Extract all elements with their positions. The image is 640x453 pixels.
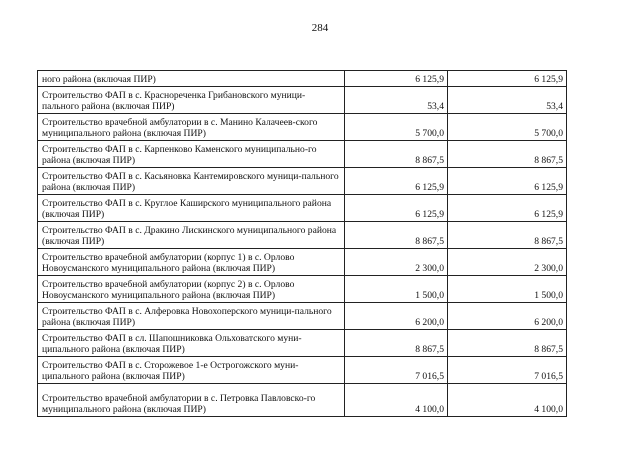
table-row bbox=[38, 276, 567, 303]
row-value-1: 8 867,5 bbox=[345, 330, 448, 357]
page-number: 284 bbox=[311, 22, 329, 34]
table-row bbox=[38, 141, 567, 168]
row-value-2: 6 125,9 bbox=[448, 71, 567, 87]
row-description: Строительство ФАП в с. Круглое Каширского муниципального района (включая ПИР) bbox=[38, 195, 345, 222]
row-value-1: 6 125,9 bbox=[345, 168, 448, 195]
row-value-1: 1 500,0 bbox=[345, 276, 448, 303]
row-description: Строительство ФАП в с. Карпенково Каменского муниципально-го района (включая ПИР) bbox=[38, 141, 345, 168]
row-value-2: 6 125,9 bbox=[448, 168, 567, 195]
row-value-1: 8 867,5 bbox=[345, 222, 448, 249]
row-value-2: 5 700,0 bbox=[448, 114, 567, 141]
row-description: Строительство ФАП в с. Касьяновка Кантемировского муници-пального района (включая ПИР) bbox=[38, 168, 345, 195]
table-row bbox=[38, 87, 567, 114]
row-value-1: 53,4 bbox=[345, 87, 448, 114]
row-value-2: 6 125,9 bbox=[448, 195, 567, 222]
table-row bbox=[38, 195, 567, 222]
row-value-1: 7 016,5 bbox=[345, 357, 448, 384]
row-description: Строительство врачебной амбулатории в с. Петровка Павловско-го муниципального района (включая ПИР) bbox=[38, 384, 345, 417]
budget-table bbox=[37, 70, 567, 417]
row-value-2: 8 867,5 bbox=[448, 330, 567, 357]
table-row bbox=[38, 71, 567, 87]
row-description: Строительство ФАП в с. Сторожевое 1-е Острогожского муни-ципального района (включая ПИР) bbox=[38, 357, 345, 384]
row-description: ного района (включая ПИР) bbox=[38, 71, 345, 87]
row-description: Строительство ФАП в сл. Шапошниковка Ольховатского муни-ципального района (включая ПИР) bbox=[38, 330, 345, 357]
table-row bbox=[38, 384, 567, 417]
table-row bbox=[38, 303, 567, 330]
row-value-1: 4 100,0 bbox=[345, 384, 448, 417]
row-value-1: 6 200,0 bbox=[345, 303, 448, 330]
row-value-1: 6 125,9 bbox=[345, 71, 448, 87]
row-value-2: 8 867,5 bbox=[448, 141, 567, 168]
row-value-2: 1 500,0 bbox=[448, 276, 567, 303]
row-value-1: 5 700,0 bbox=[345, 114, 448, 141]
row-value-1: 6 125,9 bbox=[345, 195, 448, 222]
row-value-2: 2 300,0 bbox=[448, 249, 567, 276]
table-row bbox=[38, 357, 567, 384]
row-value-1: 8 867,5 bbox=[345, 141, 448, 168]
row-description: Строительство врачебной амбулатории (корпус 2) в с. Орлово Новоусманского муниципального района (включая ПИР) bbox=[38, 276, 345, 303]
table-row bbox=[38, 330, 567, 357]
row-description: Строительство врачебной амбулатории (корпус 1) в с. Орлово Новоусманского муниципального района (включая ПИР) bbox=[38, 249, 345, 276]
row-description: Строительство ФАП в с. Алферовка Новохоперского муници-пального района (включая ПИР) bbox=[38, 303, 345, 330]
row-value-2: 7 016,5 bbox=[448, 357, 567, 384]
row-value-2: 53,4 bbox=[448, 87, 567, 114]
table-row bbox=[38, 168, 567, 195]
row-value-2: 8 867,5 bbox=[448, 222, 567, 249]
row-value-1: 2 300,0 bbox=[345, 249, 448, 276]
row-description: Строительство ФАП в с. Дракино Лискинского муниципального района (включая ПИР) bbox=[38, 222, 345, 249]
table-row bbox=[38, 222, 567, 249]
row-description: Строительство ФАП в с. Краснореченка Грибановского муници-пального района (включая ПИР) bbox=[38, 87, 345, 114]
table-row bbox=[38, 249, 567, 276]
table-row bbox=[38, 114, 567, 141]
row-value-2: 4 100,0 bbox=[448, 384, 567, 417]
row-value-2: 6 200,0 bbox=[448, 303, 567, 330]
row-description: Строительство врачебной амбулатории в с. Манино Калачеев-ского муниципального района (включая ПИР) bbox=[38, 114, 345, 141]
